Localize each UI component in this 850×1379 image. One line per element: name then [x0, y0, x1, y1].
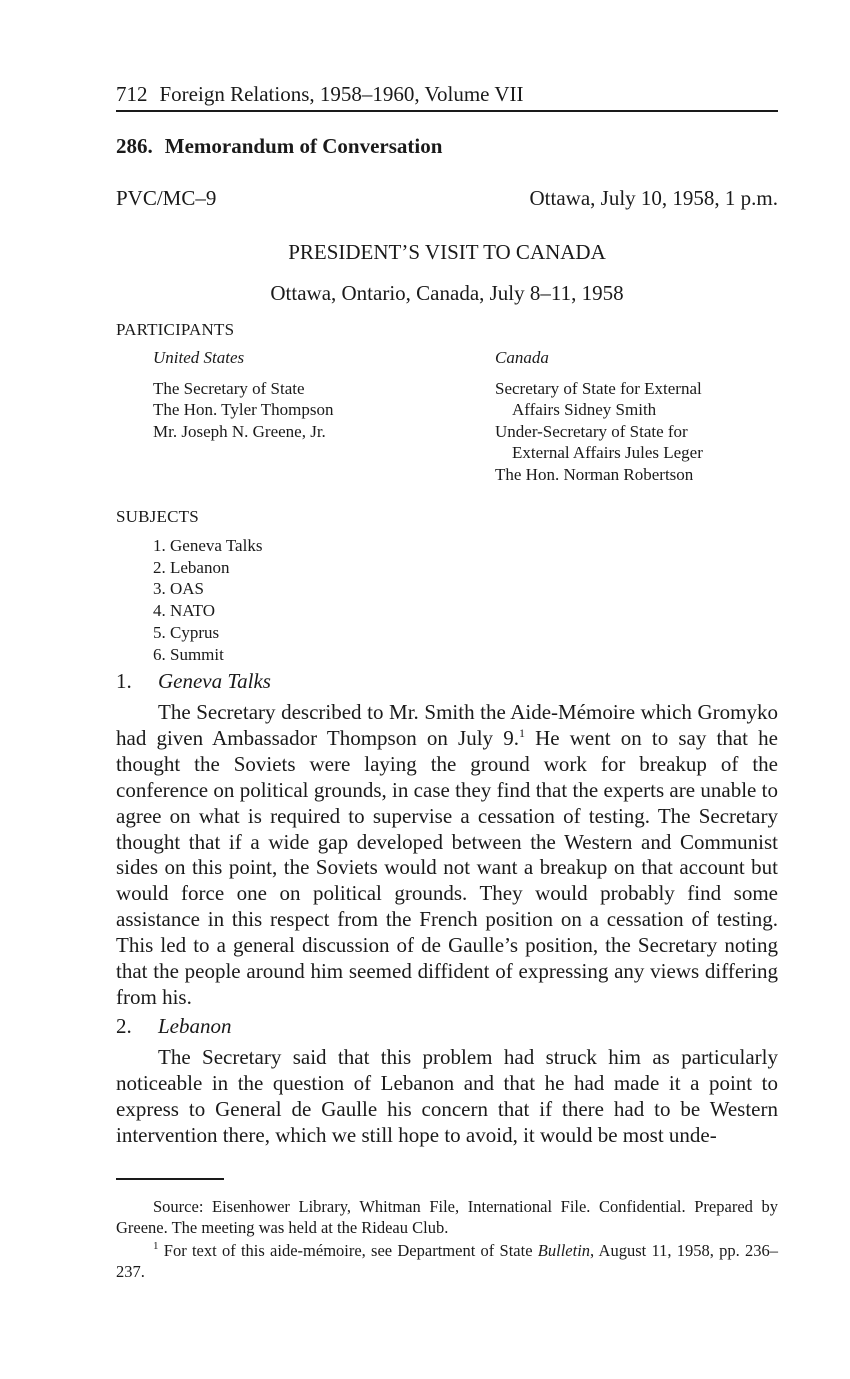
- footnote-rule: [116, 1178, 224, 1180]
- section-heading-lebanon: [116, 1014, 232, 1039]
- list-item: 5. Cyprus: [153, 622, 220, 642]
- participants-canada-heading: Canada: [495, 348, 549, 367]
- document-meta: [116, 186, 778, 211]
- participant-line: Secretary of State for External: [495, 378, 702, 398]
- visit-subtitle: Ottawa, Ontario, Canada, July 8–11, 1958: [270, 281, 624, 305]
- footnote-1: [116, 1240, 778, 1282]
- footnote-source: Source: Eisenhower Library, Whitman File, International File. Confidential. Prepared by Greene. The meeting was held at the Rideau Club.: [116, 1197, 778, 1237]
- participant-line: The Hon. Tyler Thompson: [153, 400, 334, 419]
- footnote-text: For text of this aide-mémoire, see Department of State: [163, 1241, 538, 1260]
- section-number: 2.: [116, 1014, 132, 1038]
- visit-title: PRESIDENT’S VISIT TO CANADA: [288, 240, 606, 264]
- section-title: Geneva Talks: [158, 669, 271, 693]
- document-heading: [116, 134, 442, 159]
- document-reference: PVC/MC–9: [116, 186, 217, 210]
- document-place-date: Ottawa, July 10, 1958, 1 p.m.: [529, 186, 778, 210]
- section-title: Lebanon: [158, 1014, 232, 1038]
- list-item: 1. Geneva Talks: [153, 536, 263, 555]
- header-rule: [116, 110, 778, 112]
- footnote-text-rest: , August 11, 1958, pp. 236–237.: [116, 1241, 778, 1281]
- section-paragraph-lebanon: The Secretary said that this problem had struck him as particularly noticeable in the question of Lebanon and that he had made it a point to express to General de Gaulle his concern that if there had to be Western intervention there, which we still hope to avoid, it would be most unde-: [116, 1045, 778, 1147]
- list-item: 2. Lebanon: [153, 557, 230, 577]
- volume-title: Foreign Relations, 1958–1960, Volume VII: [159, 82, 524, 106]
- paragraph-text: The Secretary described to Mr. Smith the Aide-Mémoire which Gromyko had given Ambassador Thompson on July 9.: [116, 700, 778, 750]
- page-number: 712: [116, 82, 148, 106]
- list-item: 4. NATO: [153, 601, 216, 621]
- footnote-marker: 1: [153, 1240, 159, 1252]
- participants-us-heading: United States: [153, 348, 245, 367]
- document-title: Memorandum of Conversation: [164, 134, 443, 158]
- running-head: [116, 80, 778, 108]
- participants-label: PARTICIPANTS: [116, 320, 235, 339]
- paragraph-text: He went on to say that he thought the Soviets were laying the ground work for breakup of the conference on political grounds, in case they find that the experts are unable to agree on what is required to supervise a cessation of testing. The Secretary thought that if a wide gap developed between the Western and Communist sides on this point, the Soviets would not want a breakup on that account but would force one on political grounds. They would probably find some assistance in this respect from the French position on a cessation of testing. This led to a general discussion of de Gaulle’s position, the Secretary noting that the people around him seemed diffident of expressing any views differing from his.: [116, 725, 778, 1009]
- participants-us: [153, 347, 333, 442]
- participant-line: External Affairs Jules Leger: [512, 443, 703, 462]
- participants-canada: [495, 347, 703, 485]
- footnote-ref: 1: [518, 725, 525, 740]
- section-number: 1.: [116, 669, 132, 693]
- list-item: 6. Summit: [153, 644, 224, 664]
- participant-line: The Hon. Norman Robertson: [495, 464, 694, 484]
- section-paragraph-geneva: [116, 700, 778, 1011]
- participant-line: Under-Secretary of State for: [495, 421, 688, 441]
- subjects-label: SUBJECTS: [116, 507, 199, 526]
- section-heading-geneva: [116, 669, 271, 694]
- list-item: 3. OAS: [153, 579, 205, 599]
- participant-line: Affairs Sidney Smith: [512, 400, 657, 419]
- document-number: 286.: [116, 134, 153, 158]
- participant-line: Mr. Joseph N. Greene, Jr.: [153, 421, 326, 441]
- participant-line: The Secretary of State: [153, 378, 305, 398]
- subjects-list: [153, 535, 262, 665]
- footnote-publication: Bulletin: [537, 1241, 591, 1260]
